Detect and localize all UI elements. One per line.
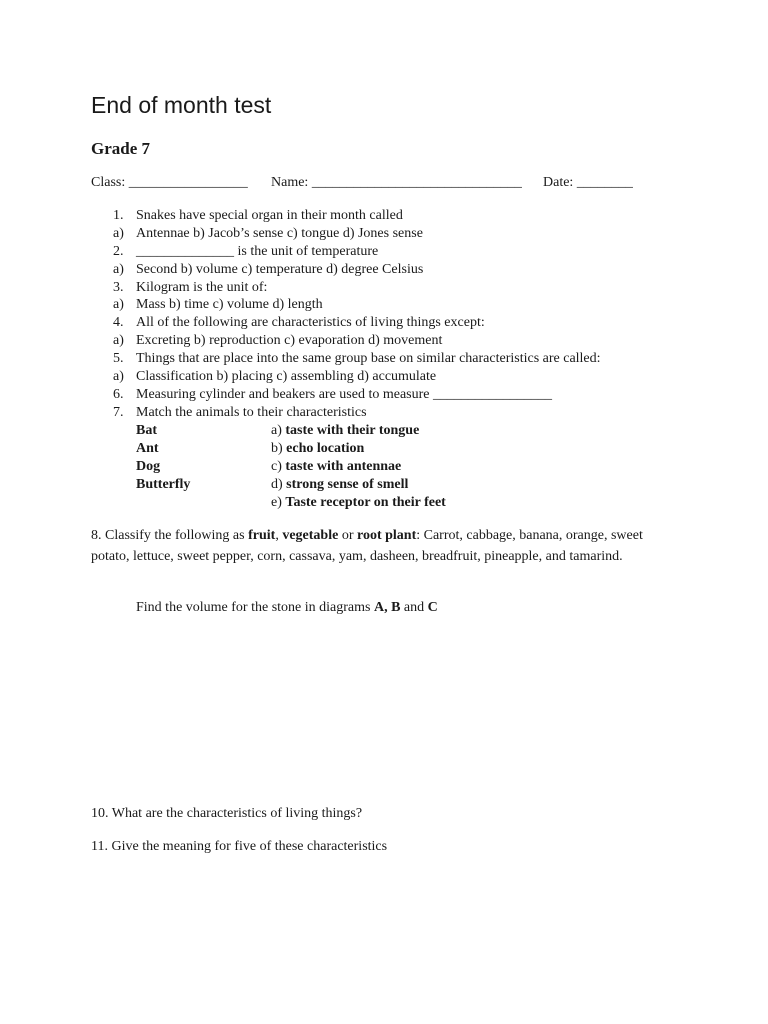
question-number: 4. [113,315,124,330]
q8-rest: : Carrot, cabbage, banana, orange, sweet potato, lettuce, sweet pepper, corn, cassava, yam, dasheen, breadfruit, pineapple, and tamarind. [91,528,643,564]
question-text: ______________ is the unit of temperature [136,244,379,259]
matching-option-letter: d) [271,477,283,492]
q8-or: or [338,528,357,543]
matching-option-letter: a) [271,423,282,438]
question-number: 2. [113,244,124,259]
page-title: End of month test [91,92,272,118]
question-text: Match the animals to their characteristics [136,405,367,420]
matching-option-letter: e) [271,495,282,510]
matching-animal: Dog [136,459,161,474]
q9-ab: A, B [373,600,401,615]
q9-and: and [400,600,428,615]
option-marker: a) [113,226,124,241]
option-text: Excreting b) reproduction c) evaporation d) movement [136,333,443,348]
q8-fruit: fruit [248,528,276,543]
matching-option-letter: c) [271,459,282,474]
matching-option [271,477,408,493]
q8-vegetable: vegetable [282,528,339,543]
matching-animal: Bat [136,423,157,438]
matching-option-text: strong sense of smell [286,477,409,492]
option-text: Mass b) time c) volume d) length [136,297,323,312]
name-field-label: Name: ______________________________ [271,175,522,190]
matching-animal: Ant [136,441,159,456]
question-number: 5. [113,351,124,366]
option-marker: a) [113,333,124,348]
question-text: Things that are place into the same group base on similar characteristics are called: [136,351,601,366]
option-marker: a) [113,297,124,312]
matching-option-letter: b) [271,441,283,456]
date-field-label: Date: ________ [543,175,633,190]
question-11: 11. Give the meaning for five of these characteristics [91,839,388,854]
option-text: Classification b) placing c) assembling d) accumulate [136,369,437,384]
q8-comma: , [275,528,283,543]
grade-heading: Grade 7 [91,139,151,158]
question-text: Snakes have special organ in their month called [136,208,403,223]
question-9 [136,600,438,616]
matching-option [271,495,446,511]
q9-c: C [427,600,438,615]
option-marker: a) [113,262,124,277]
matching-option-text: Taste receptor on their feet [285,495,446,510]
matching-option [271,441,364,457]
matching-option-text: taste with antennae [285,459,402,474]
matching-option [271,423,419,439]
question-number: 7. [113,405,124,420]
question-number: 6. [113,387,124,402]
matching-animal: Butterfly [136,477,191,492]
question-text: Kilogram is the unit of: [136,280,268,295]
q8-intro: 8. Classify the following as [91,528,249,543]
question-10: 10. What are the characteristics of living things? [91,806,363,821]
question-text: Measuring cylinder and beakers are used to measure _________________ [136,387,552,402]
matching-option [271,459,401,475]
option-marker: a) [113,369,124,384]
question-number: 3. [113,280,124,295]
question-text: All of the following are characteristics of living things except: [136,315,485,330]
question-8 [91,525,671,567]
class-field-label: Class: _________________ [91,175,248,190]
option-text: Second b) volume c) temperature d) degree Celsius [136,262,424,277]
q9-text: Find the volume for the stone in diagrams [136,600,374,615]
q8-root-plant: root plant [356,528,417,543]
matching-option-text: taste with their tongue [285,423,420,438]
matching-option-text: echo location [286,441,365,456]
question-number: 1. [113,208,124,223]
option-text: Antennae b) Jacob’s sense c) tongue d) Jones sense [136,226,423,241]
